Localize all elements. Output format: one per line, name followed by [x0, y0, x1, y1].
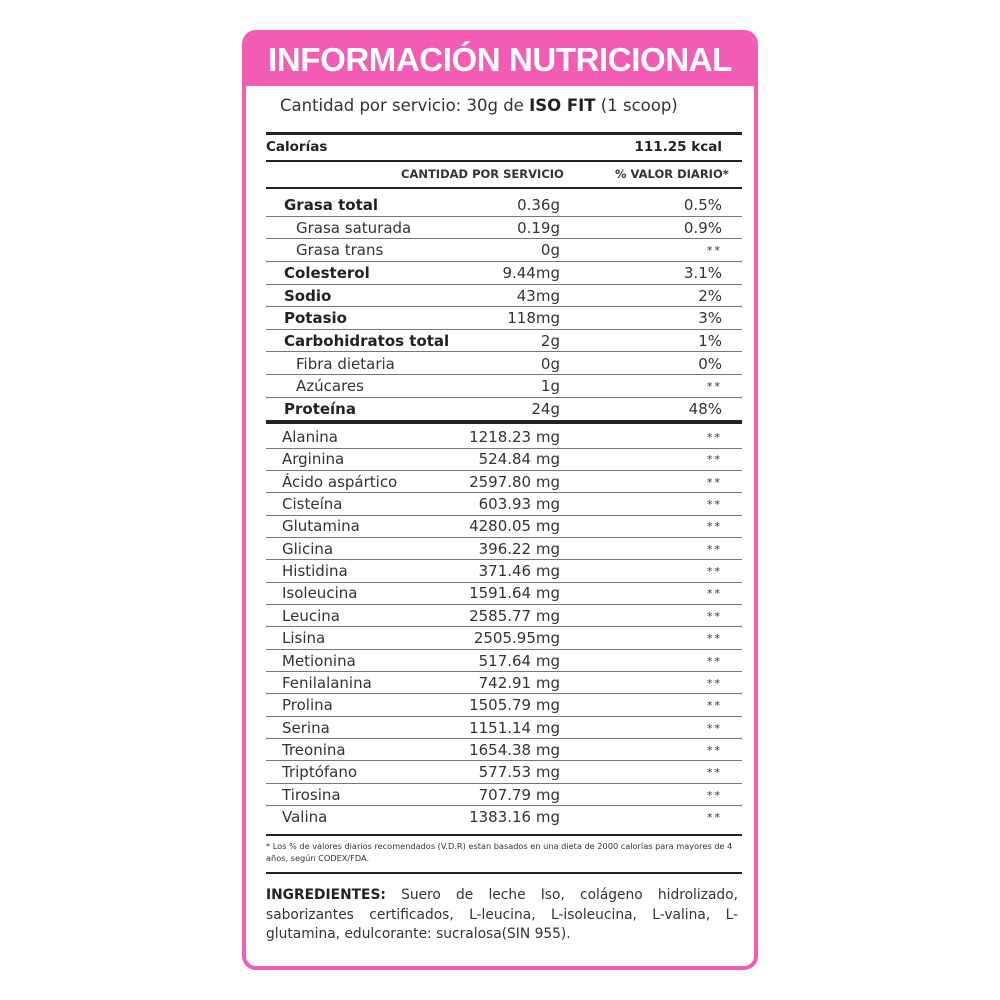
amino-acid-row: [266, 650, 742, 673]
row-amount: 2597.80 mg: [469, 472, 560, 491]
row-amount: 1654.38 mg: [469, 740, 560, 759]
amino-acid-row: [266, 582, 742, 605]
column-header-amount: CANTIDAD POR SERVICIO: [401, 167, 564, 181]
row-daily-value: **: [707, 609, 722, 623]
nutrient-row: [266, 398, 742, 421]
row-amount: 118mg: [507, 309, 560, 328]
row-name: Grasa total: [284, 196, 379, 214]
row-name: Isoleucina: [282, 584, 358, 603]
nutrient-row: [266, 239, 742, 262]
calories-divider: [266, 160, 742, 162]
row-daily-value: 48%: [688, 399, 722, 418]
nutrition-label: [242, 30, 758, 970]
row-amount: 396.22 mg: [478, 539, 560, 558]
calories-row: [266, 134, 742, 160]
daily-value-footnote: * Los % de valores diarios recomendados (V.D.R) estan basados en una dieta de 2000 calorías para mayores de 4 años, según CODEX/FDA.: [266, 841, 733, 863]
amino-acid-row: [266, 761, 742, 784]
row-daily-value: **: [707, 721, 722, 735]
row-daily-value: **: [707, 699, 722, 713]
row-name: Valina: [282, 807, 328, 826]
row-name: Glutamina: [282, 517, 360, 536]
row-daily-value: **: [707, 431, 722, 444]
row-amount: 517.64 mg: [478, 651, 560, 670]
row-amount: 24g: [531, 399, 560, 418]
row-amount: 1151.14 mg: [469, 718, 560, 737]
row-amount: 1591.64 mg: [469, 584, 560, 603]
row-name: Azúcares: [296, 377, 364, 396]
row-amount: 524.84 mg: [478, 450, 560, 469]
row-daily-value: 0.9%: [683, 218, 722, 237]
row-amount: 1383.16 mg: [469, 807, 560, 826]
row-daily-value: 1%: [698, 331, 722, 350]
row-name: Proteína: [284, 399, 356, 418]
row-name: Glicina: [282, 539, 334, 558]
row-name: Treonina: [282, 740, 346, 759]
row-name: Colesterol: [284, 263, 370, 282]
row-name: Histidina: [282, 562, 348, 581]
row-name: Tirosina: [282, 785, 341, 804]
ingredients-text: Suero de leche Iso, colágeno hidrolizado, saborizantes certificados, L-leucina, L-isoleucina, L-valina, L-glutamina, edulcorante: sucralosa(SIN 955).: [266, 887, 738, 942]
nutrient-row: [266, 330, 742, 353]
nutrient-row: [266, 262, 742, 285]
amino-acid-row: [266, 515, 742, 538]
row-name: Lisina: [282, 629, 326, 648]
amino-acid-row: [266, 538, 742, 561]
row-name: Prolina: [282, 696, 333, 715]
amino-acid-row: [266, 694, 742, 717]
nutrient-row: [266, 194, 742, 217]
amino-acid-row: [266, 493, 742, 516]
row-amount: 707.79 mg: [478, 785, 560, 804]
row-daily-value: **: [707, 743, 722, 757]
nutrient-row: [266, 285, 742, 308]
row-daily-value: **: [707, 542, 722, 556]
row-daily-value: 3%: [698, 309, 722, 328]
product-name: ISO FIT: [529, 96, 596, 115]
protein-divider: [266, 420, 742, 424]
row-name: Fenilalanina: [282, 673, 372, 692]
row-name: Leucina: [282, 606, 340, 625]
serving-size: [280, 94, 678, 118]
row-daily-value: **: [707, 565, 722, 579]
amino-acid-row: [266, 717, 742, 740]
row-amount: 0g: [540, 354, 560, 373]
row-daily-value: **: [707, 587, 722, 601]
nutrient-row: [266, 353, 742, 376]
row-name: Serina: [282, 718, 330, 737]
row-daily-value: 3.1%: [683, 263, 722, 282]
row-name: Sodio: [284, 286, 332, 305]
row-name: Potasio: [284, 309, 347, 328]
column-header-daily-value: % VALOR DIARIO*: [615, 167, 729, 181]
row-name: Ácido aspártico: [282, 472, 398, 491]
row-daily-value: **: [707, 244, 722, 258]
row-amount: 0g: [540, 241, 560, 260]
row-daily-value: 2%: [698, 286, 722, 305]
nutrient-row: [266, 307, 742, 330]
row-name: Carbohidratos total: [284, 331, 450, 350]
row-name: Grasa saturada: [296, 218, 412, 237]
amino-acid-row: [266, 471, 742, 494]
calories-label: Calorías: [266, 139, 328, 155]
nutrient-row: [266, 217, 742, 240]
amino-acid-row: [266, 426, 742, 449]
ingredients: [266, 886, 738, 945]
row-name: Alanina: [282, 428, 338, 446]
row-amount: 1218.23 mg: [469, 428, 560, 446]
amino-acid-row: [266, 627, 742, 650]
amino-acid-row: [266, 672, 742, 695]
row-name: Arginina: [282, 450, 345, 469]
row-amount: 2g: [540, 331, 560, 350]
row-amount: 9.44mg: [502, 263, 560, 282]
nutrient-row: [266, 375, 742, 398]
row-daily-value: **: [707, 453, 722, 467]
row-amount: 0.19g: [517, 218, 560, 237]
calories-value: 111.25 kcal: [634, 139, 722, 155]
serving-prefix: Cantidad por servicio: 30g de: [280, 96, 530, 115]
row-daily-value: **: [707, 788, 722, 802]
row-daily-value: **: [707, 676, 722, 690]
footnote-divider: [266, 872, 742, 874]
serving-suffix: (1 scoop): [595, 96, 678, 115]
table-bottom-divider: [266, 834, 742, 836]
row-amount: 1g: [540, 377, 560, 396]
row-daily-value: **: [707, 520, 722, 534]
header-divider: [266, 187, 742, 189]
row-amount: 43mg: [516, 286, 560, 305]
label-title: INFORMACIÓN NUTRICIONAL: [246, 34, 754, 86]
row-amount: 2505.95mg: [473, 629, 560, 648]
row-daily-value: **: [707, 654, 722, 668]
row-daily-value: **: [707, 766, 722, 780]
row-amount: 0.36g: [517, 196, 560, 214]
amino-acid-row: [266, 448, 742, 471]
row-daily-value: 0%: [698, 354, 722, 373]
row-amount: 577.53 mg: [478, 763, 560, 782]
row-name: Triptófano: [282, 763, 358, 782]
amino-acid-row: [266, 806, 742, 829]
row-daily-value: **: [707, 498, 722, 512]
row-amount: 371.46 mg: [478, 562, 560, 581]
row-name: Fibra dietaria: [296, 354, 395, 373]
row-amount: 4280.05 mg: [469, 517, 560, 536]
amino-acid-row: [266, 605, 742, 628]
row-name: Metionina: [282, 651, 356, 670]
row-amount: 2585.77 mg: [469, 606, 560, 625]
row-name: Cisteína: [282, 495, 343, 514]
row-daily-value: **: [707, 475, 722, 489]
row-name: Grasa trans: [296, 241, 384, 260]
row-daily-value: **: [707, 632, 722, 646]
row-amount: 603.93 mg: [478, 495, 560, 514]
row-daily-value: **: [707, 810, 722, 824]
row-daily-value: 0.5%: [683, 196, 722, 214]
row-amount: 742.91 mg: [478, 673, 560, 692]
amino-acid-row: [266, 739, 742, 762]
ingredients-label: INGREDIENTES:: [266, 887, 386, 903]
amino-acid-row: [266, 784, 742, 807]
amino-acid-row: [266, 560, 742, 583]
row-amount: 1505.79 mg: [469, 696, 560, 715]
row-daily-value: **: [707, 380, 722, 394]
